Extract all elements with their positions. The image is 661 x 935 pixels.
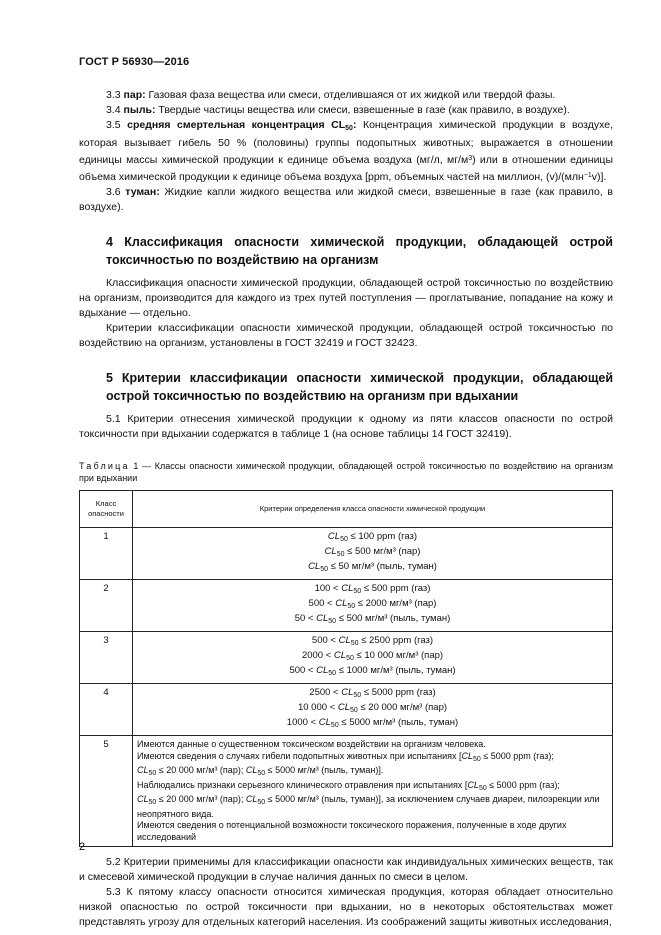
table-row-class-5 bbox=[80, 736, 613, 847]
criteria-line: 10 $000 < CL_{50} \le 20$ 000 мг/м³ (пар) bbox=[297, 702, 448, 714]
class-cell: 2 bbox=[80, 580, 133, 632]
table-header-row bbox=[80, 491, 613, 528]
criteria-line: $CL_{50} \le 100$ ppm (газ) bbox=[327, 531, 418, 543]
table-row-class-2 bbox=[80, 580, 613, 632]
criteria-line: Имеются сведения о случаях гибели подопытных животных при испытаниях [$CL_{50} \le 5000$ ppm (газ); bbox=[137, 750, 554, 763]
criteria-line: Имеются данные о существенном токсическом воздействии на организм человека. bbox=[137, 739, 486, 749]
criteria-line: $50 < CL_{50} \le 500$ мг/м³ (пыль, туман) bbox=[294, 613, 451, 625]
criteria-line: Наблюдались признаки серьезного клинического отравления при испытаниях [$CL_{50} \le 5000$ ppm (газ); bbox=[137, 779, 560, 792]
table-row-class-1 bbox=[80, 528, 613, 580]
paragraph-5-3: 5.3 К пятому классу опасности относится химическая продукция, которая обладает относительно низкой опасностью по острой токсичности при вдыхании, но в некоторых обстоятельствах может представлять угрозу для отдельных категорий населения. Из соображений защиты животных исследования, bbox=[79, 886, 613, 928]
document-header: ГОСТ Р 56930—2016 bbox=[79, 56, 190, 68]
table-caption: Таблица 1 — Классы опасности химической продукции, обладающей острой токсичностью по воздействию на организм при вдыхании bbox=[79, 461, 613, 483]
criteria-line: $2000 < CL_{50} \le 10$ 000 мг/м³ (пар) bbox=[301, 650, 444, 662]
table-row-class-3 bbox=[80, 632, 613, 684]
paragraph-5-2: 5.2 Критерии применимы для классификации опасности как индивидуальных химических веществ, так и смесевой химической продукции в случае наличия данных по смеси в целом. bbox=[79, 856, 613, 883]
criteria-line: $1000 < CL_{50} \le 5000$ мг/м³ (пыль, туман) bbox=[286, 717, 459, 729]
criteria-line: $CL_{50} \le 20$ 000 мг/м³ (пар); $CL_{50} \le 5000$ мг/м³ (пыль, туман)], за исключением случаев диареи, пилоэрекции или неопрятного вида. bbox=[137, 794, 600, 819]
criteria-line: $CL_{50} \le 50$ мг/м³ (пыль, туман) bbox=[308, 561, 437, 573]
criteria-line: $100 < CL_{50} \le 500$ ppm (газ) bbox=[314, 583, 431, 595]
section-5-heading: 5 Критерии классификации опасности химической продукции, обладающей острой токсичностью по воздействию на организм при вдыхании bbox=[106, 371, 613, 403]
definition-3-4: 3.4 пыль: Твердые частицы вещества или смеси, взвешенные в газе (как правило, в воздухе). bbox=[106, 104, 570, 116]
criteria-line: $CL_{50} \le 20$ 000 мг/м³ (пар); $CL_{50} \le 5000$ мг/м³ (пыль, туман)]. bbox=[137, 765, 384, 777]
criteria-line: $500 < CL_{50} \le 1000$ мг/м³ (пыль, туман) bbox=[289, 665, 456, 677]
criteria-cell bbox=[133, 736, 613, 847]
criteria-cell bbox=[133, 528, 613, 580]
definition-3-3: 3.3 пар: Газовая фаза вещества или смеси, отделившаяся от их жидкой или твердой фазы. bbox=[106, 89, 556, 101]
criteria-line: Имеются сведения о потенциальной возможности токсического поражения, полученные в ходе других исследований bbox=[137, 820, 567, 842]
column-header-criteria: Критерии определения класса опасности химической продукции bbox=[133, 491, 613, 528]
class-cell: 1 bbox=[80, 528, 133, 580]
criteria-cell bbox=[133, 684, 613, 736]
criteria-line: $500 < CL_{50} \le 2000$ мг/м³ (пар) bbox=[308, 598, 437, 610]
paragraph-5-1: 5.1 Критерии отнесения химической продукции к одному из пяти классов опасности по острой токсичности при вдыхании содержатся в таблице 1 (на основе таблицы 14 ГОСТ 32419). bbox=[79, 413, 613, 440]
hazard-class-table bbox=[79, 490, 613, 847]
section-4-paragraph-1: Классификация опасности химической продукции, обладающей острой токсичностью по воздействию на организм, производится для каждого из трех путей поступления — проглатывание, попадание на кожу и вдыхание — отдельно. bbox=[79, 277, 613, 319]
criteria-line: $500 < CL_{50} \le 2500$ ppm (газ) bbox=[311, 635, 434, 647]
page-body bbox=[79, 88, 613, 930]
page-number: 2 bbox=[79, 841, 86, 853]
class-cell: 5 bbox=[80, 736, 133, 847]
table-row-class-4 bbox=[80, 684, 613, 736]
column-header-class: Класс опасности bbox=[80, 491, 133, 528]
definition-3-6: 3.6 туман: Жидкие капли жидкого вещества или жидкой смеси, взвешенные в газе (как правило, в воздухе). bbox=[79, 186, 613, 213]
criteria-cell bbox=[133, 632, 613, 684]
definition-3-5: 3.5 средняя смертельная концентрация $CL_{50}$: Концентрация химической продукции в воздухе, которая вызывает гибель 50 % (половины) группы подопытных животных; выражается в отношении единицы массы химической продукции к единице объема воздуха (мг/л, $мг/м^3$) или в отношении единицы объема химической продукции к единице объема воздуха [ppm, объемных частей на миллион, (v)/(млн$^{-1}$v)]. bbox=[79, 119, 614, 183]
class-cell: 4 bbox=[80, 684, 133, 736]
criteria-line: $CL_{50} \le 500$ мг/м³ (пар) bbox=[324, 546, 421, 558]
section-4-heading: 4 Классификация опасности химической продукции, обладающей острой токсичностью по воздействию на организм bbox=[106, 235, 613, 267]
class-cell: 3 bbox=[80, 632, 133, 684]
section-4-paragraph-2: Критерии классификации опасности химической продукции, обладающей острой токсичностью по воздействию на организм, установлены в ГОСТ 32419 и ГОСТ 32423. bbox=[79, 322, 613, 349]
criteria-cell bbox=[133, 580, 613, 632]
criteria-line: $2500 < CL_{50} \le 5000$ ppm (газ) bbox=[309, 687, 436, 699]
